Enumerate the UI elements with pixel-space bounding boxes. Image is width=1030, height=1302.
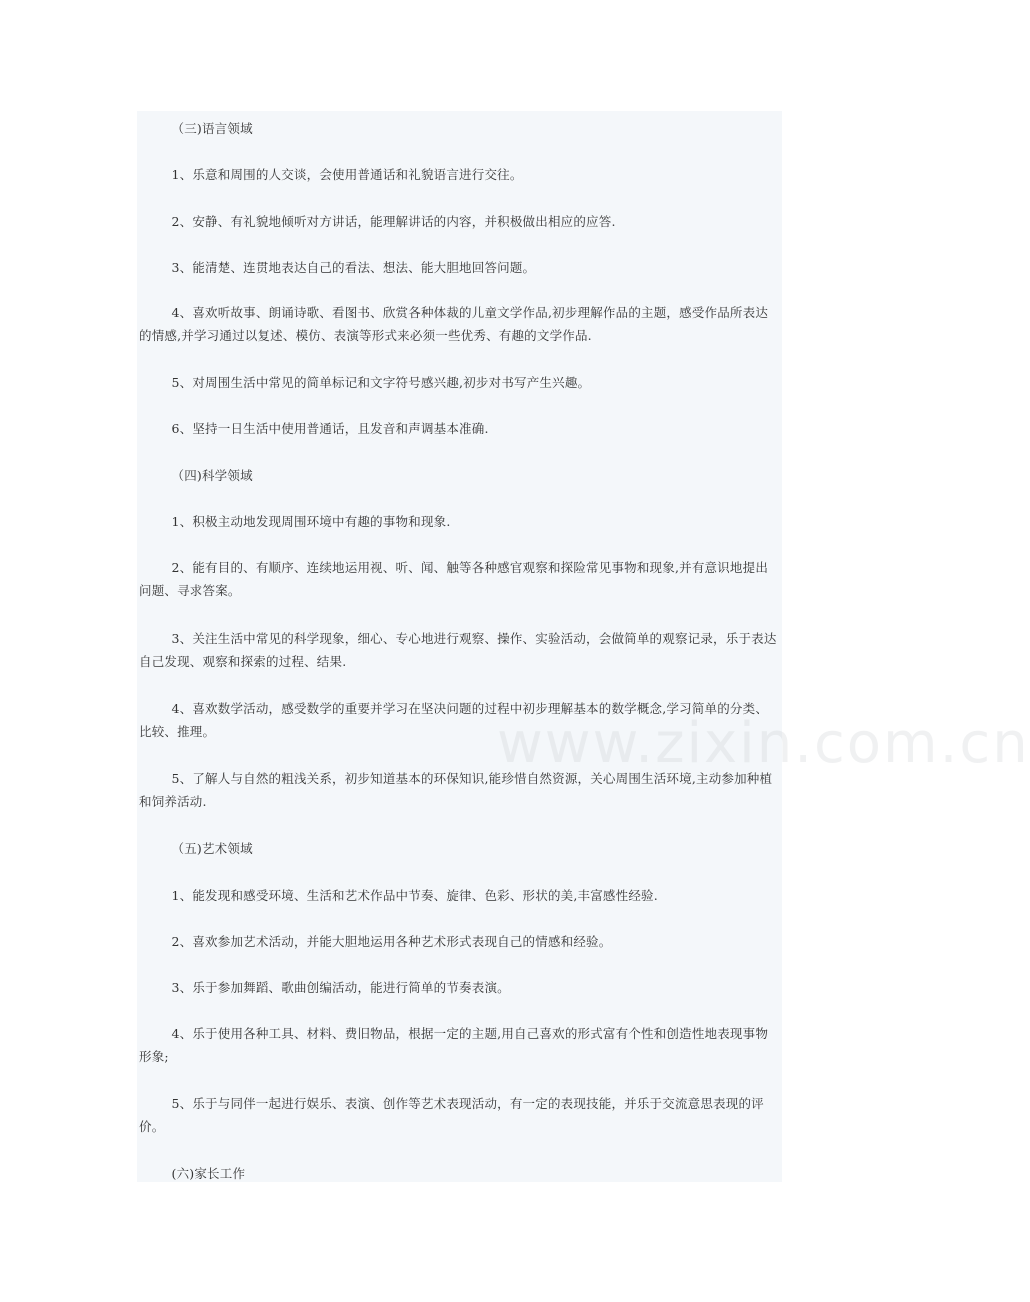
section-heading: （五)艺术领域 xyxy=(171,841,253,856)
section-heading: （三)语言领域 xyxy=(171,121,253,136)
paragraph: 2、喜欢参加艺术活动，并能大胆地运用各种艺术形式表现自己的情感和经验。 xyxy=(171,934,612,949)
paragraph: 5、乐于与同伴一起进行娱乐、表演、创作等艺术表现活动，有一定的表现技能，并乐于交流意思表现的评价。 xyxy=(139,1096,764,1134)
section-heading: (六)家长工作 xyxy=(171,1166,246,1181)
paragraph: 2、能有目的、有顺序、连续地运用视、听、闻、触等各种感官观察和探险常见事物和现象,并有意识地提出问题、寻求答案。 xyxy=(139,560,769,598)
paragraph: 2、安静、有礼貌地倾听对方讲话，能理解讲话的内容，并积极做出相应的应答. xyxy=(171,214,616,229)
section-heading: （四)科学领域 xyxy=(171,468,253,483)
paragraph: 4、乐于使用各种工具、材料、费旧物品，根据一定的主题,用自己喜欢的形式富有个性和创造性地表现事物形象; xyxy=(139,1026,769,1064)
paragraph: 5、了解人与自然的粗浅关系，初步知道基本的环保知识,能珍惜自然资源，关心周围生活环境,主动参加种植和饲养活动. xyxy=(139,771,773,809)
paragraph: 4、喜欢听故事、朗诵诗歌、看图书、欣赏各种体裁的儿童文学作品,初步理解作品的主题，感受作品所表达的情感,并学习通过以复述、模仿、表演等形式来必须一些优秀、有趣的文学作品. xyxy=(139,305,769,343)
paragraph: 3、关注生活中常见的科学现象，细心、专心地进行观察、操作、实验活动，会做简单的观察记录，乐于表达自己发现、观察和探索的过程、结果. xyxy=(139,631,777,669)
paragraph: 1、积极主动地发现周围环境中有趣的事物和现象. xyxy=(171,514,451,529)
paragraph: 6、坚持一日生活中使用普通话，且发音和声调基本准确. xyxy=(171,421,489,436)
paragraph: 1、乐意和周围的人交谈，会使用普通话和礼貌语言进行交往。 xyxy=(171,167,523,182)
paragraph: 5、对周围生活中常见的简单标记和文字符号感兴趣,初步对书写产生兴趣。 xyxy=(171,375,591,390)
paragraph: 3、乐于参加舞蹈、歌曲创编活动，能进行简单的节奏表演。 xyxy=(171,980,510,995)
document-page xyxy=(137,111,1030,1182)
paragraph: 4、喜欢数学活动，感受数学的重要并学习在坚决问题的过程中初步理解基本的数学概念,学习简单的分类、比较、推理。 xyxy=(139,701,769,739)
paragraph: 3、能清楚、连贯地表达自己的看法、想法、能大胆地回答问题。 xyxy=(171,260,536,275)
watermark: www.zixin.com.cn xyxy=(497,711,1030,776)
paragraph: 1、能发现和感受环境、生活和艺术作品中节奏、旋律、色彩、形状的美,丰富感性经验. xyxy=(171,888,658,903)
